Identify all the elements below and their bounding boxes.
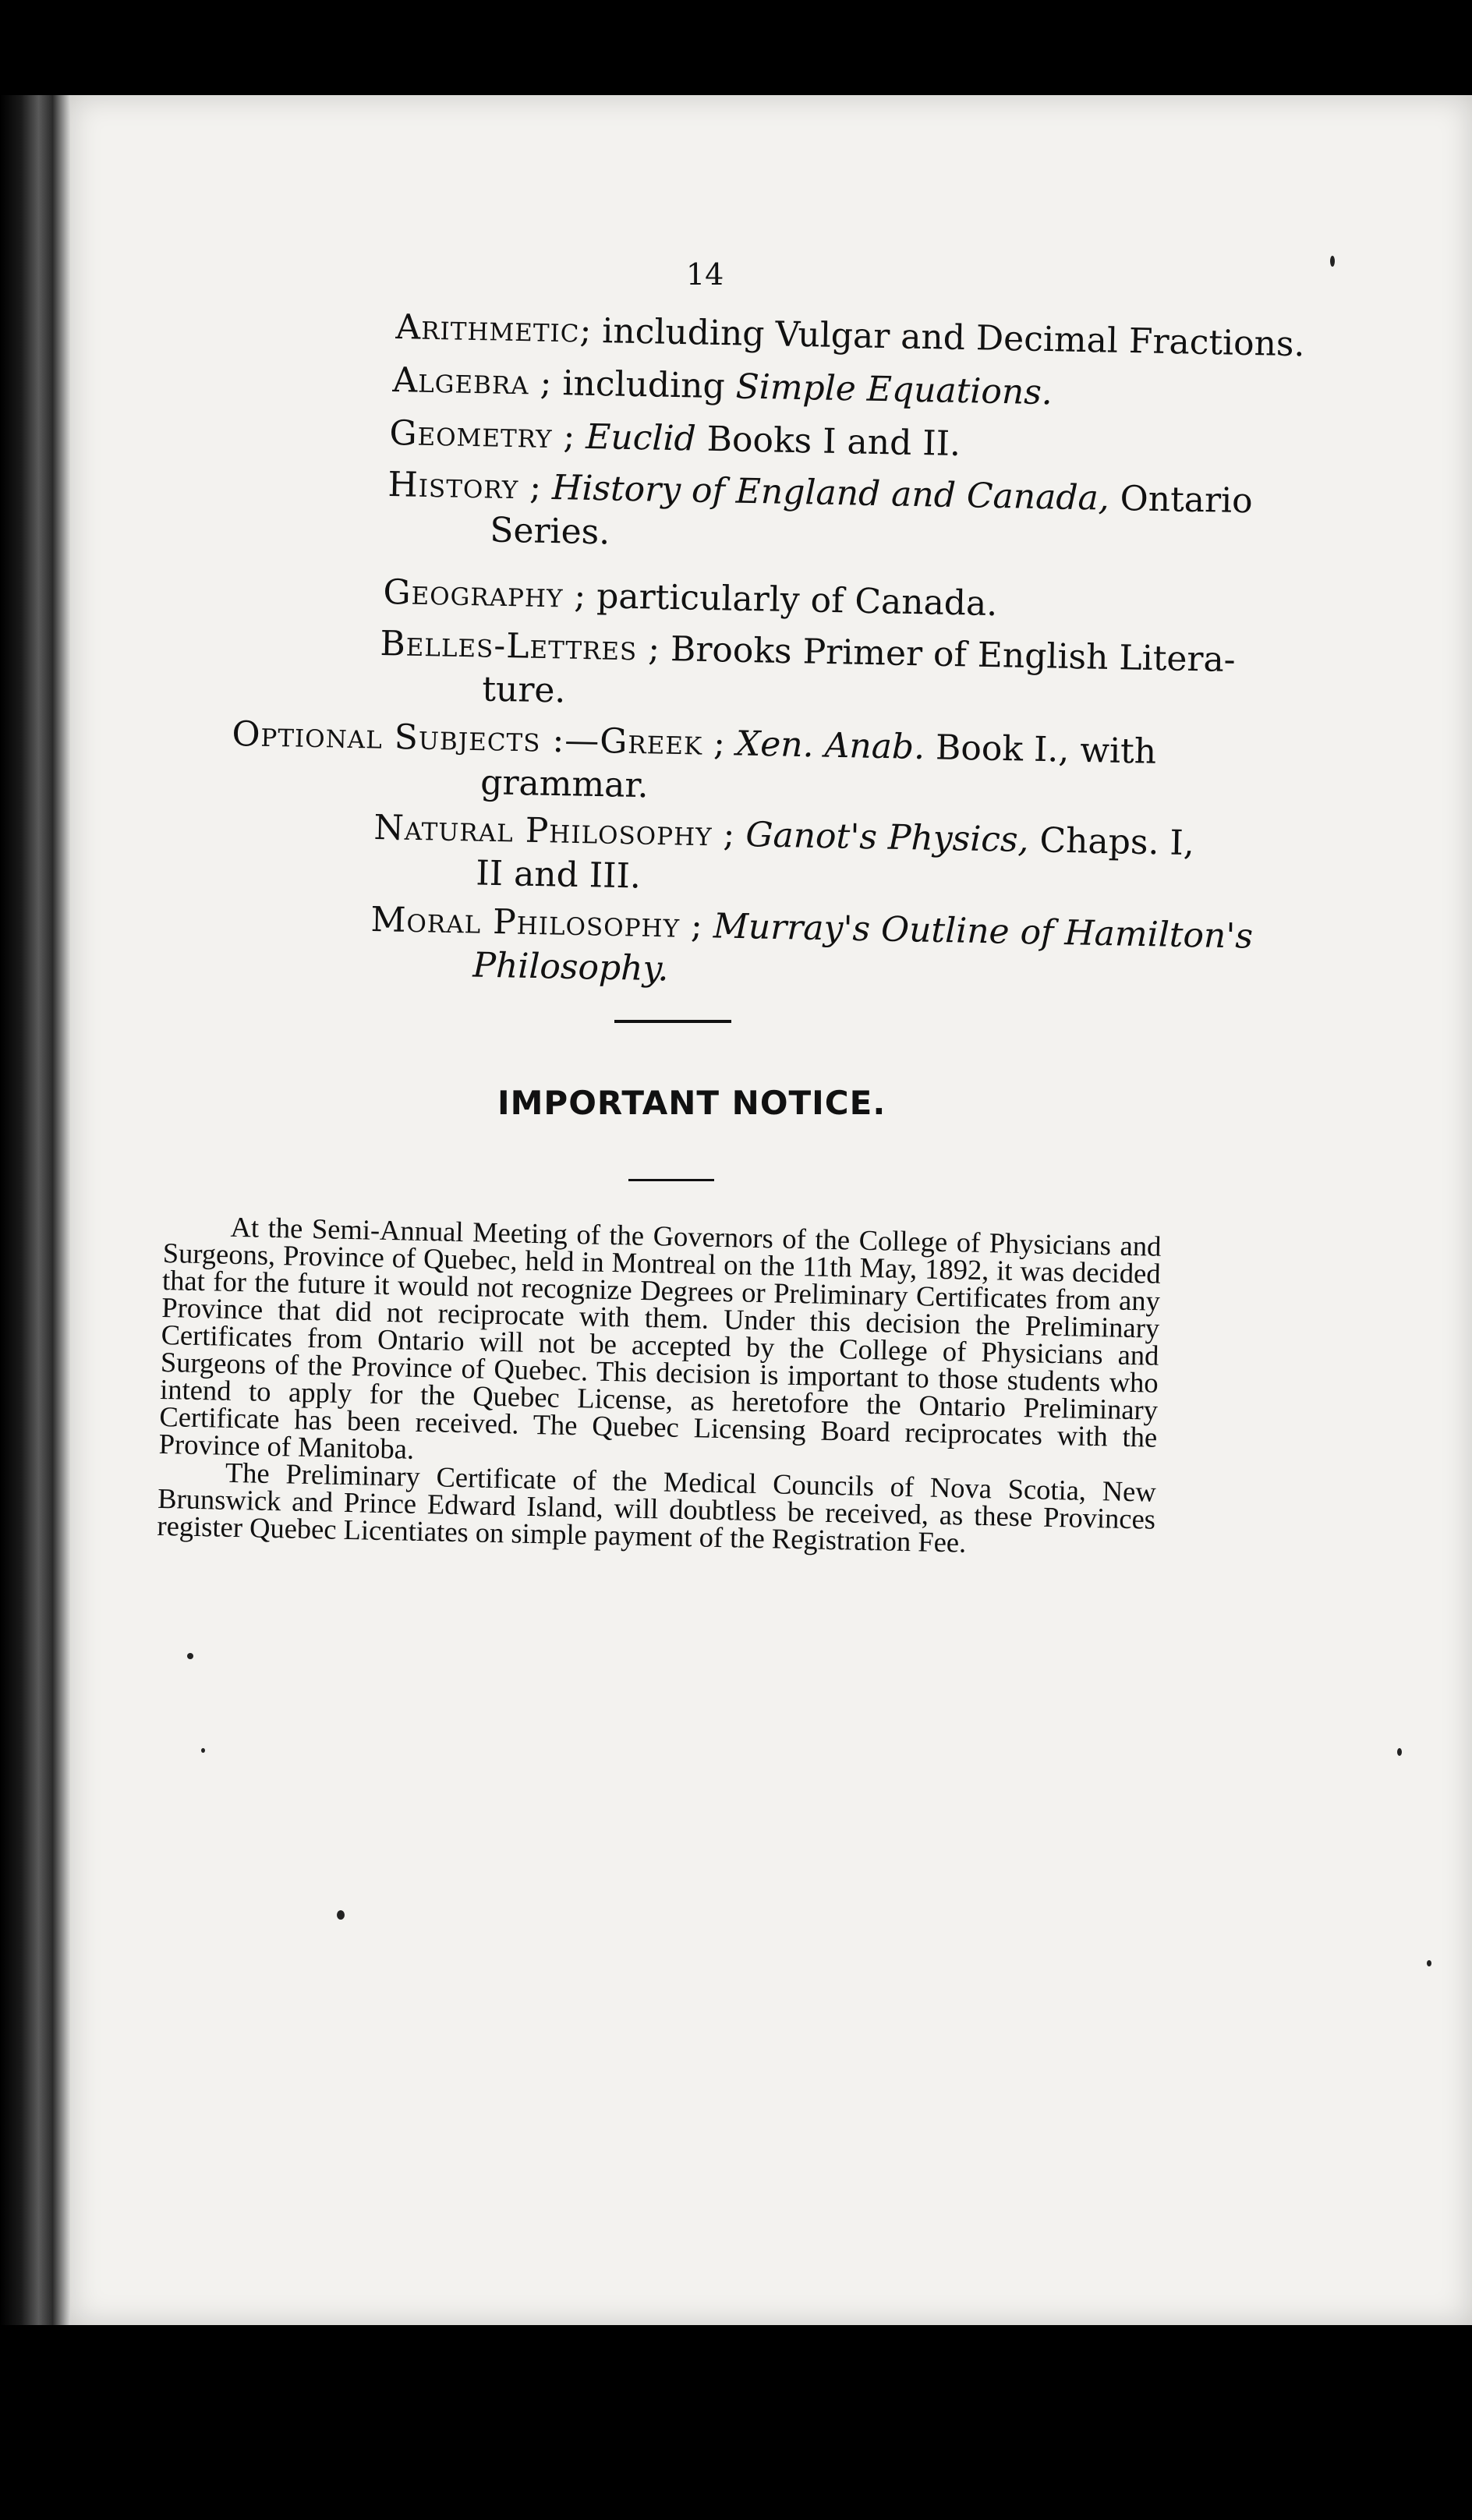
subject-arithmetic	[395, 306, 1305, 366]
subject-continuation: II and III.	[475, 853, 642, 897]
scan-speck	[1427, 1960, 1431, 1966]
scan-speck	[1397, 1748, 1402, 1756]
subject-text: ; particularly of Canada.	[562, 575, 998, 625]
subject-italic-text: Ganot's Physics,	[745, 815, 1030, 861]
subject-natural-philosophy	[373, 806, 1194, 909]
notice-body	[157, 1212, 1162, 1560]
subject-text: ;	[552, 416, 586, 457]
subject-name: Arithmetic	[395, 306, 581, 351]
notice-paragraph: At the Semi-Annual Meeting of the Governors of the College of Physicians and Surgeons, Province of Quebec, held in Montreal on the 11th May, 1892, it was decided that for the future it would not recognize Degrees or Preliminary Certificates from any Province that did not reciprocate with them. Under this decision the Preliminary Certificates from Ontario will not be accepted by the College of Physicians and Surgeons of the Province of Quebec. This decision is important to those students who intend to apply for the Quebec License, as heretofore the Ontario Preliminary Certificate has been received. The Quebec Licensing Board reciprocates with the Province of Manitoba.	[158, 1210, 1162, 1465]
subject-italic-text: Simple Equations.	[735, 366, 1053, 413]
book-page	[70, 95, 1472, 2325]
section-divider-rule	[614, 1020, 731, 1023]
optional-subjects-greek	[231, 713, 1157, 818]
subject-after-text: Books I and II.	[695, 419, 961, 465]
subject-continuation: Series.	[489, 510, 610, 553]
optional-subjects-label: Optional Subjects :—	[231, 713, 600, 762]
subject-name: History	[387, 464, 519, 508]
subject-name: Geography	[382, 572, 564, 616]
notice-heading: IMPORTANT NOTICE.	[497, 1084, 886, 1122]
book-binding-edge	[0, 95, 70, 2325]
subject-history	[387, 463, 1253, 567]
subject-name: Algebra	[391, 359, 530, 403]
subject-name: Moral Philosophy	[370, 899, 681, 946]
subject-after-text: Ontario	[1109, 478, 1254, 522]
subject-geometry	[389, 412, 961, 466]
subject-text: ;	[518, 467, 553, 508]
subject-text: ; including	[529, 363, 737, 407]
scan-speck	[1330, 256, 1335, 267]
subject-name: Belles-Lettres	[379, 623, 638, 669]
subject-continuation: grammar.	[479, 763, 649, 806]
subject-continuation: Philosophy.	[472, 945, 669, 989]
subject-text: ; including Vulgar and Decimal Fractions.	[579, 310, 1305, 365]
scan-speck	[337, 1910, 345, 1920]
subject-italic-text: Euclid	[585, 416, 697, 459]
subject-moral-philosophy	[370, 898, 1254, 1003]
subject-italic-text: Murray's Outline of Hamilton's	[713, 906, 1254, 957]
subject-italic-text: Xen. Anab.	[735, 724, 925, 768]
notice-paragraph: The Preliminary Certificate of the Medical Councils of Nova Scotia, New Brunswick and Prince Edward Island, will doubtless be received, as these Provinces register Quebec Licentiates on simple payment of the Registration Fee.	[157, 1456, 1157, 1559]
subject-continuation: ture.	[481, 669, 566, 711]
subject-text: ; Brooks Primer of English Litera-	[636, 628, 1237, 681]
page-number: 14	[686, 257, 724, 292]
subject-name: Greek	[599, 721, 703, 763]
scan-speck	[201, 1748, 205, 1753]
subject-name: Geometry	[388, 412, 554, 457]
subject-algebra	[392, 359, 1053, 415]
subject-text: ;	[702, 723, 737, 764]
subject-after-text: Chaps. I,	[1028, 820, 1195, 864]
subject-text: ;	[712, 814, 746, 855]
heading-underline-rule	[628, 1179, 714, 1181]
subject-italic-text: History of England and Canada,	[551, 468, 1110, 519]
subject-name: Natural Philosophy	[373, 807, 713, 855]
subject-text: ;	[679, 905, 714, 947]
subject-after-text: Book I., with	[924, 727, 1157, 772]
subject-belles-lettres	[379, 622, 1236, 726]
subject-geography	[383, 571, 998, 626]
scan-speck	[187, 1653, 193, 1659]
